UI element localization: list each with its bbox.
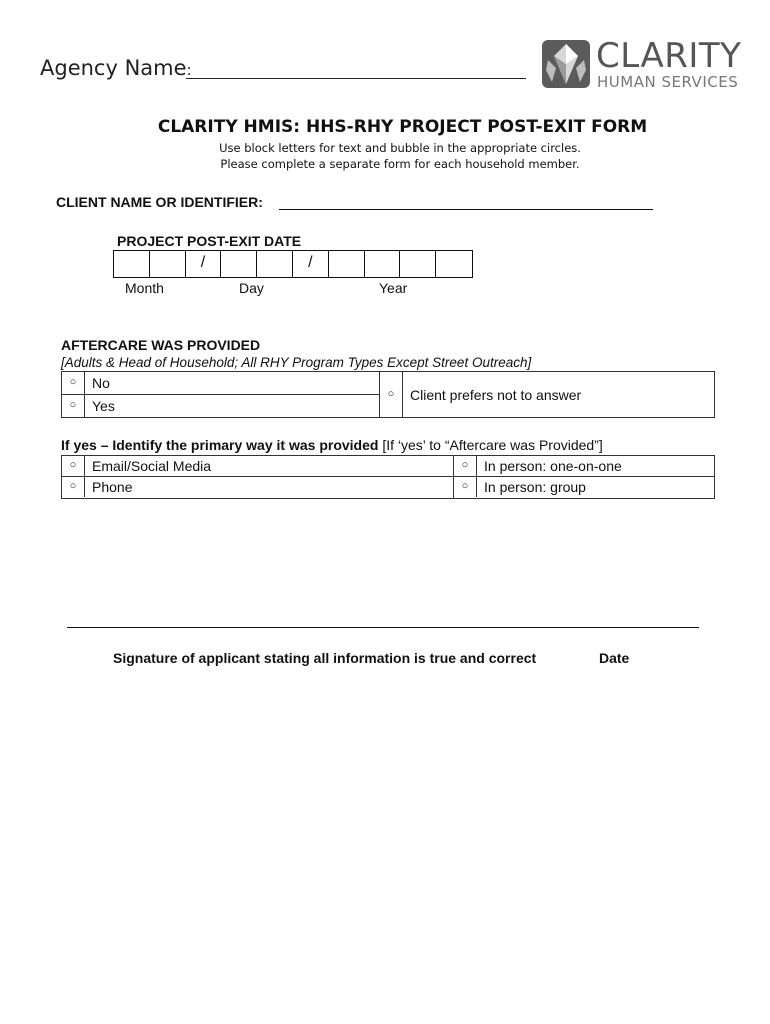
agency-name-label: Agency Name: <box>40 56 192 80</box>
primary-way-options-table <box>61 455 715 499</box>
month-label: Month <box>125 280 164 296</box>
radio-bubble-icon[interactable]: ○ <box>62 477 85 497</box>
post-exit-date-field[interactable] <box>113 250 473 278</box>
date-separator: / <box>293 251 329 277</box>
date-cell[interactable] <box>150 251 186 277</box>
option-refuse-label: Client prefers not to answer <box>410 387 582 403</box>
agency-name-field[interactable] <box>186 78 526 79</box>
option-yes-label: Yes <box>92 398 115 414</box>
signature-date-label: Date <box>599 650 630 666</box>
form-title: CLARITY HMIS: HHS-RHY PROJECT POST-EXIT FORM <box>157 117 648 137</box>
logo-wordmark: CLARITY <box>596 36 742 76</box>
date-cell[interactable] <box>114 251 150 277</box>
option-in-person-group-row[interactable] <box>454 477 714 497</box>
date-cell[interactable] <box>400 251 436 277</box>
logo-subtitle: HUMAN SERVICES <box>597 73 739 91</box>
date-cell[interactable] <box>257 251 293 277</box>
option-no-label: No <box>92 375 110 391</box>
option-refuse-row[interactable] <box>380 372 714 417</box>
radio-bubble-icon[interactable]: ○ <box>62 456 85 476</box>
post-exit-date-label: PROJECT POST-EXIT DATE <box>117 233 302 249</box>
signature-label: Signature of applicant stating all information is true and correct <box>113 650 537 666</box>
date-cell[interactable] <box>436 251 472 277</box>
option-in-person-one-row[interactable] <box>454 456 714 476</box>
radio-bubble-icon[interactable]: ○ <box>454 456 477 476</box>
aftercare-options-table <box>61 371 715 418</box>
option-phone-row[interactable] <box>62 477 453 497</box>
option-yes-row[interactable] <box>62 395 379 417</box>
year-label: Year <box>379 280 408 296</box>
day-label: Day <box>239 280 264 296</box>
aftercare-note: [Adults & Head of Household; All RHY Program Types Except Street Outreach] <box>61 355 532 370</box>
date-cell[interactable] <box>329 251 365 277</box>
primary-way-question <box>61 437 603 453</box>
option-in-person-one-label: In person: one-on-one <box>484 458 622 474</box>
primary-way-question-note: [If ‘yes’ to “Aftercare was Provided”] <box>378 437 603 453</box>
date-cell[interactable] <box>221 251 257 277</box>
option-no-row[interactable] <box>62 372 379 395</box>
radio-bubble-icon[interactable]: ○ <box>62 395 85 417</box>
instruction-line-2: Please complete a separate form for each household member. <box>220 157 580 171</box>
primary-way-question-bold: If yes – Identify the primary way it was provided <box>61 437 379 453</box>
date-separator: / <box>186 251 222 277</box>
radio-bubble-icon[interactable]: ○ <box>62 372 85 394</box>
client-name-label: CLIENT NAME OR IDENTIFIER: <box>56 194 263 210</box>
option-in-person-group-label: In person: group <box>484 479 586 495</box>
instruction-line-1: Use block letters for text and bubble in the appropriate circles. <box>219 141 581 155</box>
client-name-field[interactable] <box>279 209 653 210</box>
date-cell[interactable] <box>365 251 401 277</box>
radio-bubble-icon[interactable]: ○ <box>454 477 477 497</box>
option-phone-label: Phone <box>92 479 133 495</box>
radio-bubble-icon[interactable]: ○ <box>380 372 403 417</box>
signature-field[interactable] <box>67 627 699 628</box>
option-email-row[interactable] <box>62 456 453 476</box>
option-email-label: Email/Social Media <box>92 458 212 474</box>
aftercare-heading: AFTERCARE WAS PROVIDED <box>61 337 261 353</box>
